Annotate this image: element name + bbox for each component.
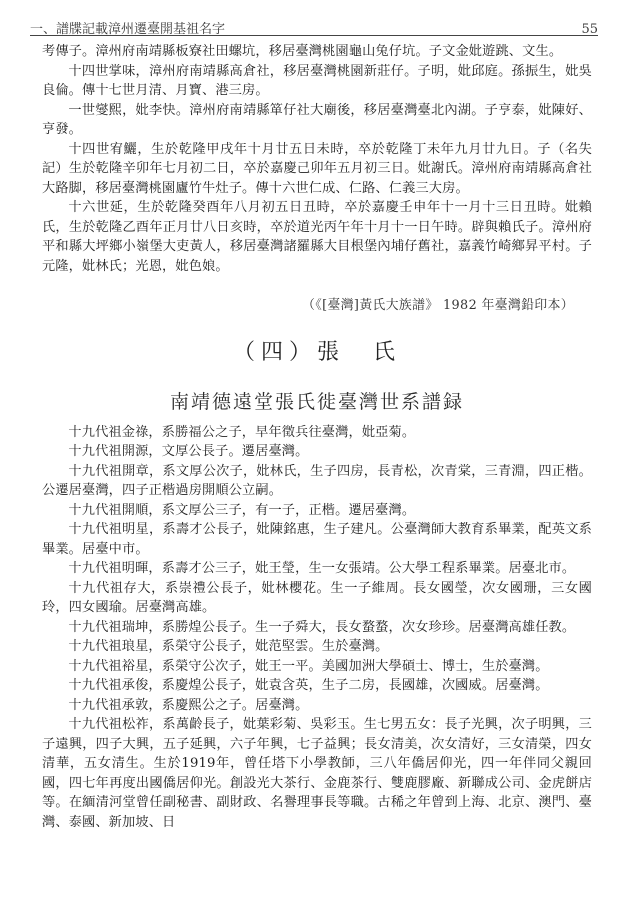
section-heading: （四）張 氏 xyxy=(232,339,401,365)
paragraph: 十四世掌味，漳州府南靖縣高倉社，移居臺灣桃園新莊仔。子明，妣邱庭。孫振生，妣吳良倫。傳十七世月清、月寶、港三房。 xyxy=(42,63,592,98)
paragraph: 十六世延，生於乾隆癸酉年八月初五日丑時，卒於嘉慶壬申年十一月十三日丑時。妣賴氏，生於乾隆乙酉年正月廿八日亥時，卒於道光丙午年十月十一日午時。辟與賴氏子。漳州府平和縣大坪鄉小嶺堡大吏黃人，移居臺灣諸羅縣大目根堡內埔仔舊社，嘉義竹崎鄉昇平村。子元隆，妣林氏；光恩，妣色娘。 xyxy=(42,200,592,274)
genealogy-entry: 十九代祖開源，文厚公長子。遷居臺灣。 xyxy=(68,444,309,459)
genealogy-entry: 十九代祖承俊，系慶煌公長子，妣袁含英，生子二房，長國雄，次國威。居臺灣。 xyxy=(68,678,549,693)
paragraph-continued: 考傳子。漳州府南靖縣板寮社田螺坑，移居臺灣桃園龜山兔仔坑。子文金妣遊跳、文生。 xyxy=(42,44,563,59)
genealogy-entry: 十九代祖承敦，系慶熙公之子。居臺灣。 xyxy=(68,697,309,713)
paragraph: 十四世宥鱺，生於乾隆甲戌年十月廿五日未時，卒於乾隆丁未年九月廿九日。子（名失記）生於乾隆辛卯年七月初二日，卒於嘉慶己卯年五月初三日。妣謝氏。漳州府南靖縣高倉社大路脚，移居臺灣桃園廬竹牛灶子。傳十六世仁成、仁路、仁義三大房。 xyxy=(42,141,592,196)
genealogy-entry: 十九代祖松祚，系萬齡長子，妣葉彩菊、吳彩玉。生七男五女：長子光興，次子明興，三子遠興，四子大興，五子延興，六子年興，七子益興；長女清美，次女清好，三女清榮，四女清華，五女清生。生於1919年，曾任塔下小學教師，三八年僑居仰光，四一年伴同父親回國，四七年再度出國僑居仰光。創設光大茶行、金鹿茶行、雙鹿膠廠、新聯成公司、金虎餅店等。在緬清河堂曾任副秘書、副財政、名譽理事長等職。古稀之年曾到上海、北京、澳門、臺灣、泰國、新加坡、日 xyxy=(42,717,592,830)
paragraph: 一世燮熙，妣李快。漳州府南靖縣箪仔社大廟後，移居臺灣臺北內湖。子亨泰，妣陳好、亨發。 xyxy=(42,102,592,137)
page-body xyxy=(42,42,592,832)
genealogy-entry: 十九代祖開章，系文厚公次子，妣林氏，生子四房，長青松，次青棠，三青淵，四正楷。公遷居臺灣，四子正楷過房開順公立嗣。 xyxy=(42,463,592,498)
header-rule xyxy=(30,35,598,36)
running-header xyxy=(30,12,598,36)
genealogy-entry: 十九代祖開順，系文厚公三子，有一子，正楷。遷居臺灣。 xyxy=(68,502,416,518)
genealogy-entry: 十九代祖明星，系壽才公長子，妣陳銘惠，生子建凡。公臺灣師大教育系畢業，配英文系畢業。居臺中市。 xyxy=(42,522,592,557)
genealogy-entry: 十九代祖金祿，系勝福公之子，早年徵兵往臺灣，妣亞菊。 xyxy=(68,424,416,440)
page-number: 55 xyxy=(581,22,598,37)
genealogy-entry: 十九代祖裕星，系榮守公次子，妣王一平。美國加洲大學碩士、博士，生於臺灣。 xyxy=(68,658,549,674)
genealogy-title: 南靖德遠堂張氏徙臺灣世系譜録 xyxy=(169,390,464,413)
genealogy-entry: 十九代祖存大，系崇禮公長子，妣林櫻花。生一子維周。長女國瑩，次女國珊，三女國玲，四女國瑜。居臺灣高雄。 xyxy=(42,580,592,615)
source-citation: （《[臺灣]黃氏大族譜》 1982 年臺灣鉛印本） xyxy=(302,298,574,313)
genealogy-entry: 十九代祖瑞坤，系勝煌公長子。生一子舜大，長女蝥蝥，次女珍珍。居臺灣高雄任教。 xyxy=(68,619,576,635)
genealogy-entry: 十九代祖明暉，系壽才公三子，妣王瑩，生一女張靖。公大學工程系畢業。居臺北市。 xyxy=(68,561,576,576)
genealogy-entry: 十九代祖琅星，系榮守公長子，妣范堅雲。生於臺灣。 xyxy=(68,639,389,654)
chapter-title: 一、譜牒記載漳州遷臺開基祖名字 xyxy=(30,22,226,37)
